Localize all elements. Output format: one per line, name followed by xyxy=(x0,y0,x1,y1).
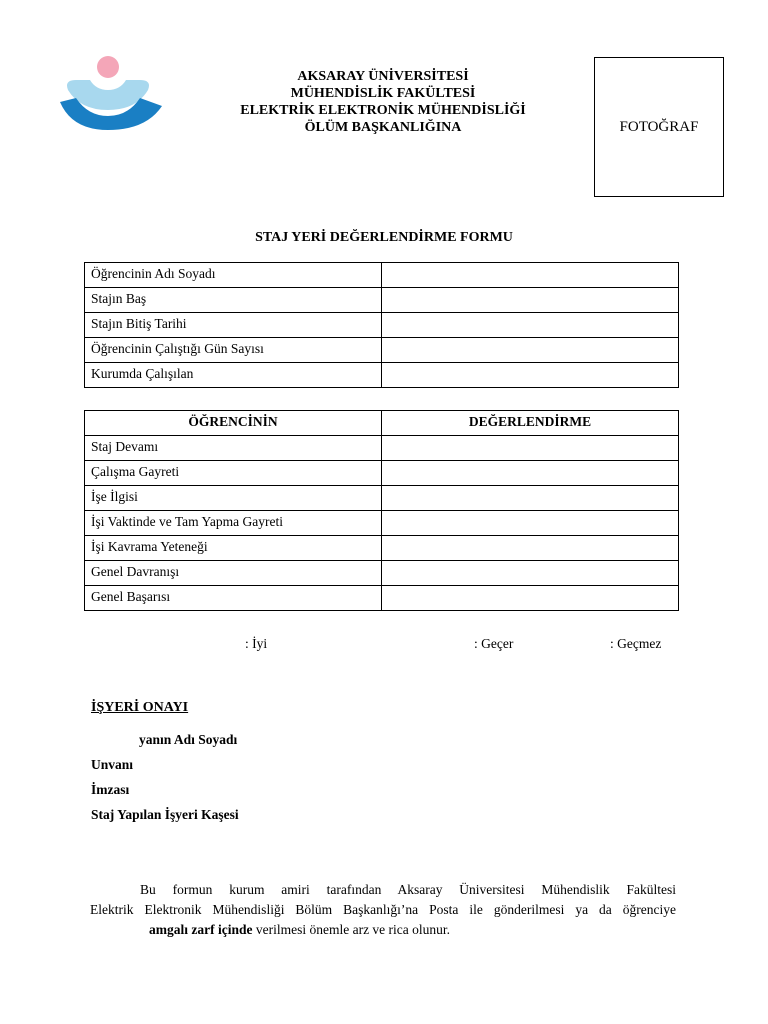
submission-note xyxy=(90,880,676,940)
info-value-name[interactable] xyxy=(382,263,679,288)
note-line-2: Elektrik Elektronik Mühendisliği Bölüm Başkanlığı’na Posta ile gönderilmesi ya da öğrenciye xyxy=(90,902,676,917)
column-header-student: ÖĞRENCİNİN xyxy=(85,411,382,436)
university-logo-icon xyxy=(56,50,168,132)
info-value-days[interactable] xyxy=(382,338,679,363)
note-line-1: Bu formun kurum amiri tarafından Aksaray Üniversitesi Mühendislik Fakültesi xyxy=(140,882,676,897)
eval-label-behavior: Genel Davranışı xyxy=(85,561,382,586)
institution-header xyxy=(200,68,566,136)
eval-label-interest: İşe İlgisi xyxy=(85,486,382,511)
approver-title-label: Unvanı xyxy=(91,757,134,772)
form-title: STAJ YERİ DEĞERLENDİRME FORMU xyxy=(255,230,513,245)
info-label-days: Öğrencinin Çalıştığı Gün Sayısı xyxy=(85,338,382,363)
table-row xyxy=(85,461,679,486)
student-info-table xyxy=(84,262,679,388)
table-row xyxy=(85,586,679,611)
header-line-department: ELEKTRİK ELEKTRONİK MÜHENDİSLİĞİ xyxy=(240,103,526,118)
table-row xyxy=(85,561,679,586)
header-line-chair: ÖLÜM BAŞKANLIĞINA xyxy=(304,120,462,135)
table-row xyxy=(85,288,679,313)
grade-pass: : Geçer xyxy=(474,636,514,651)
note-line-3-bold: amgalı zarf içinde xyxy=(149,922,253,937)
eval-value-comprehension[interactable] xyxy=(382,536,679,561)
photo-box-label: FOTOĞRAF xyxy=(619,118,699,135)
eval-value-effort[interactable] xyxy=(382,461,679,486)
table-row xyxy=(85,536,679,561)
eval-value-attendance[interactable] xyxy=(382,436,679,461)
eval-value-success[interactable] xyxy=(382,586,679,611)
approver-name-label: yanın Adı Soyadı xyxy=(139,732,238,747)
evaluation-table xyxy=(84,410,679,611)
header-line-university: AKSARAY ÜNİVERSİTESİ xyxy=(297,69,469,84)
info-label-end: Stajın Bitiş Tarihi xyxy=(85,313,382,338)
note-line-3-rest: verilmesi önemle arz ve rica olunur. xyxy=(252,922,451,937)
eval-value-behavior[interactable] xyxy=(382,561,679,586)
table-row xyxy=(85,338,679,363)
info-label-name: Öğrencinin Adı Soyadı xyxy=(85,263,382,288)
table-row xyxy=(85,363,679,388)
table-row xyxy=(85,263,679,288)
column-header-evaluation: DEĞERLENDİRME xyxy=(382,411,679,436)
workplace-approval-title: İŞYERİ ONAYI xyxy=(91,700,189,715)
table-row xyxy=(85,436,679,461)
eval-label-success: Genel Başarısı xyxy=(85,586,382,611)
eval-label-attendance: Staj Devamı xyxy=(85,436,382,461)
approver-signature-label: İmzası xyxy=(91,782,130,797)
info-value-end[interactable] xyxy=(382,313,679,338)
table-row xyxy=(85,313,679,338)
info-value-start[interactable] xyxy=(382,288,679,313)
eval-label-comprehension: İşi Kavrama Yeteneği xyxy=(85,536,382,561)
header-line-faculty: MÜHENDİSLİK FAKÜLTESİ xyxy=(290,86,476,101)
info-label-institution: Kurumda Çalışılan xyxy=(85,363,382,388)
info-value-institution[interactable] xyxy=(382,363,679,388)
table-row xyxy=(85,511,679,536)
table-row xyxy=(85,486,679,511)
grade-fail: : Geçmez xyxy=(610,636,662,651)
eval-value-interest[interactable] xyxy=(382,486,679,511)
info-label-start: Stajın Baş xyxy=(85,288,382,313)
workplace-stamp-label: Staj Yapılan İşyeri Kaşesi xyxy=(91,807,239,822)
photo-box xyxy=(594,57,724,197)
eval-label-timeliness: İşi Vaktinde ve Tam Yapma Gayreti xyxy=(85,511,382,536)
eval-label-effort: Çalışma Gayreti xyxy=(85,461,382,486)
eval-value-timeliness[interactable] xyxy=(382,511,679,536)
table-header-row xyxy=(85,411,679,436)
grade-good: : İyi xyxy=(245,636,268,651)
